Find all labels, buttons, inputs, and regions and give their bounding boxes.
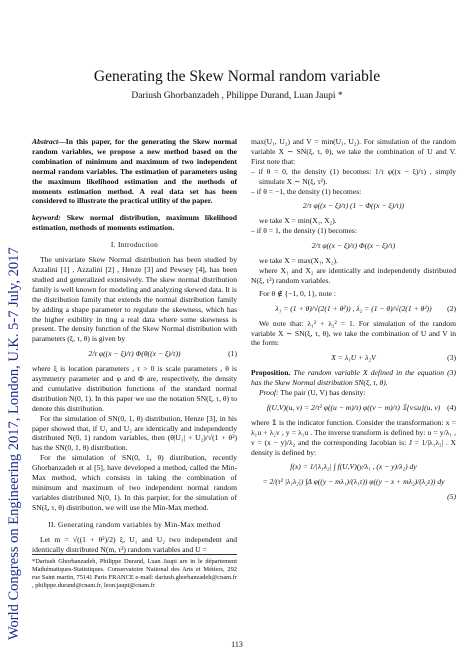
equation-4 — [251, 403, 456, 413]
abstract — [32, 137, 237, 206]
conference-sidebar: World Congress on Engineering 2017, London, U.K. 5-7 July, 2017 — [6, 247, 22, 640]
equation-2 — [251, 304, 456, 314]
right-paragraph-5: where 𝟙 is the indicator function. Consider the transformation: x = λ₁u + λ₂v , y = λ₁u . The inverse transform is defined by: u = y/λ₁ , v = (x − y)/λ₂ and the corresponding Jacobian is: J = 1/|λ₁λ₂| . X density is defined by: — [251, 417, 456, 457]
proof — [251, 388, 456, 398]
equation-1 — [32, 349, 237, 359]
equation-theta-1: 2/τ φ((x − ξ)/τ) Φ((x − ξ)/τ) — [311, 241, 396, 251]
proposition-label: Proposition. — [251, 368, 291, 378]
equation-4-number: (4) — [447, 402, 456, 412]
proposition — [251, 368, 456, 388]
equation-1-body: 2/τ φ((x − ξ)/τ) Φ(θ((x − ξ)/τ)) — [88, 349, 181, 359]
equation-4-body: f(U,V)(u, v) = 2/τ² φ((u − m)/τ) φ((v − m)/τ) 𝟙{v≤u}(u, v) — [266, 402, 441, 412]
equation-3 — [251, 353, 456, 363]
right-paragraph-2: where X₁ and X₂ are identically and independently distributed N(ξ, τ²) random variables. — [251, 265, 456, 285]
right-paragraph-1: max(U₁, U₂) and V = min(U₁, U₂). For simulation of the random variable X ∼ SN(ξ, τ, θ), we take the combination of U and V. First note that: — [251, 137, 456, 166]
equation-3-body: X = λ₁U + λ₂V — [331, 353, 376, 363]
bullet-theta-1: – if θ = 1, the density (1) becomes: — [251, 226, 357, 236]
minmax-paragraph-1: Let m = √((1 + θ²)/2) ξ, U₁ and U₂ two independent and identically distributed N(m, τ²) random variables and U = — [32, 534, 237, 554]
bullet-theta-minus-1: – if θ = −1, the density (1) becomes: — [251, 186, 362, 196]
proof-label: Proof: — [259, 388, 279, 398]
section-heading-introduction: I. Introduction — [110, 240, 159, 250]
left-column — [32, 137, 237, 590]
keywords-label: keyword: — [32, 213, 61, 223]
bullet-theta-1-tail: we take X = max(X₁, X₂). — [259, 256, 338, 266]
proposition-text: The random variable X defined in the equation (3) has the Skew Normal distribution SN(ξ, τ, θ). — [251, 368, 456, 388]
bullet-theta-minus-1-tail: we take X = min(X₁, X₂). — [259, 216, 337, 226]
bullet-theta-0: – if θ = 0, the density (1) becomes: 1/τ φ((x − ξ)/τ) , simply simulate X ∼ N(ξ, τ²). — [251, 166, 456, 186]
abstract-label: Abstract — [32, 137, 59, 146]
equation-5a: f(x) = 1/|λ₁λ₂| ∫ f(U,V)(y/λ₁ , (x − y)/λ₂) dy — [290, 462, 417, 472]
equation-5b: = 2/(τ² |λ₁λ₂|) ∫Δ φ((y − mλ₁)/(λ₁τ)) φ((y − x + mλ₂)/(λ₂τ)) dy — [262, 477, 445, 487]
intro-paragraph-4: For the simulation of SN(0, 1, θ) distribution, recently Ghorbanzadeh et al [5], have developed a method, called the Min-Max method, which consists in taking the combination of minimum and maximum of two independent normal random variables distributed N(0, 1). In this parpier, for the simulation of SN(ξ, τ, θ) distribution, we will use the Min-Max method. — [32, 453, 237, 512]
proof-text: The pair (U, V) has density: — [278, 388, 366, 398]
footnote: *Dariush Ghorbanzadeh, Philippe Durand, Luan Jaupi are in le département Mathématiques-Statistiques. Conservatoire National des Arts et Métiers, 292 rue Saint martin, 75141 Paris FRANCE e-mail: dariush.ghorbanzadeh@cnam.fr , philippe.durand@cnam.fr, leon.jaupi@cnam.fr — [32, 554, 237, 590]
paper-title: Generating the Skew Normal random variable — [93, 68, 381, 85]
paper-authors: Dariush Ghorbanzadeh , Philippe Durand, Luan Jaupi * — [131, 91, 343, 101]
equation-1-number: (1) — [228, 349, 237, 359]
right-column — [251, 137, 456, 507]
right-paragraph-4: We note that: λ₁² + λ₂² = 1. For simulation of the random variable X ∼ SN(ξ, τ, θ), we take the combination of U and V in the form: — [251, 318, 456, 348]
page-number: 113 — [231, 640, 243, 649]
equation-2-number: (2) — [447, 303, 456, 313]
abstract-text: —In this paper, for the generating the Skew normal random variables, we propose a new method based on the combination of minimum and maximum of two independent normal random variables. The estimation of parameters using the maximum likelihood estimation and the methods of moments estimation method. A real data set has been considered to illustrate the practical utility of the paper. — [32, 137, 237, 206]
right-paragraph-3: For θ ∉ {−1, 0, 1}, note : — [259, 288, 336, 298]
equation-3-number: (3) — [447, 353, 456, 363]
equation-2-body: λ₁ = (1 + θ)/√(2(1 + θ²)) , λ₂ = (1 − θ)/√(2(1 + θ²)) — [275, 303, 432, 313]
equation-theta-minus-1: 2/τ φ((x − ξ)/τ) (1 − Φ((x − ξ)/τ)) — [302, 201, 405, 211]
intro-paragraph-1: The univariate Skew Normal distribution has been studied by Azzalini [1] , Azzalini [2] , Henze [3] and Pewsey [4], has been studied and generalized extensively. The skew normal distribution family is well known for modeling and analyzing skewed data. It is the distribution family that extends the normal distribution family by adding a shape parameter to regulate the skewness, which has the higher exibility in ting a real data where some skewness is present. The density function of the Skew Normal distribution with parameters (ξ, τ, θ) is given by — [32, 255, 237, 344]
equation-5-number: (5) — [447, 492, 456, 502]
intro-paragraph-2: where ξ is location parameters , τ > 0 is scale parameters , θ is asymmetry parameter and φ and Φ are, respectively, the density and cumulative distribution functions of the standard normal distribution N(0, 1). In this paper we use the notation SN(ξ, τ, θ) to denote this distribution. — [32, 364, 237, 413]
intro-paragraph-3: For the simulation of SN(0, 1, θ) distribution, Henze [3], in his paper showed that, if U₁ and U₂ are identically and independently distributed N(0, 1) random variables, then (θ|U₁| + U₂)/√(1 + θ²) has the SN(0, 1, θ) distribution. — [32, 413, 237, 453]
section-heading-minmax: II. Generating random variables by Min-Max method — [48, 519, 221, 529]
keywords — [32, 213, 237, 233]
keywords-text: Skew normal distribution, maximum likelihood estimation, methods of moments estimation. — [32, 213, 237, 233]
